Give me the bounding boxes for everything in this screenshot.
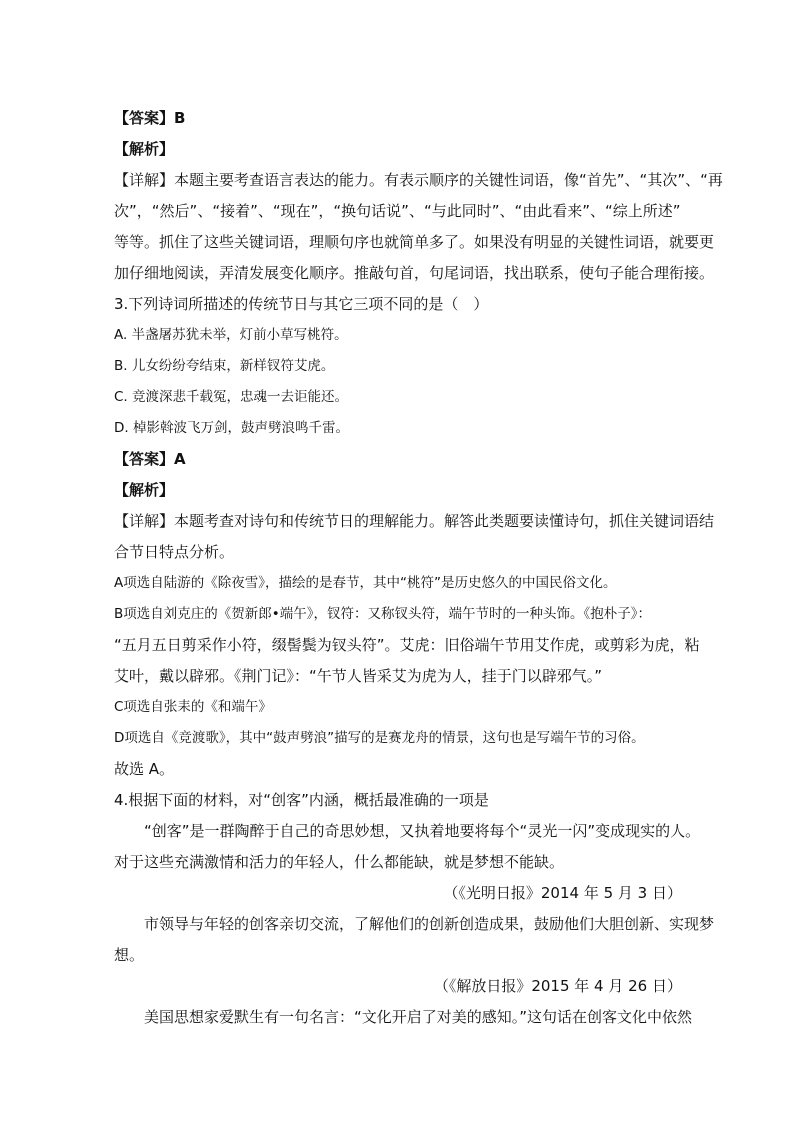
analysis-label-3: 【解析】 — [114, 481, 175, 499]
detail-line-2-3: 等等。抓住了这些关键词语，理顺句序也就简单多了。如果没有明显的关键性词语，就要更 — [114, 233, 715, 251]
option-b: B. 儿女纷纷夸结束，新样钗符艾虎。 — [114, 358, 335, 374]
explain-c: C项选自张耒的《和端午》 — [114, 699, 272, 715]
choose-answer: 故选 A。 — [114, 760, 175, 778]
detail-line-2-2: 次”，“然后”、“接着”、“现在”，“换句话说”、“与此同时”、“由此看来”、“综上所述” — [114, 202, 681, 220]
answer-label-2: 【答案】B — [114, 109, 186, 127]
option-a: A. 半盏屠苏犹未举，灯前小草写桃符。 — [114, 327, 348, 343]
material-1-line-1: “创客”是一群陶醉于自己的奇思妙想，又执着地要将每个“灵光一闪”变成现实的人。 — [144, 822, 701, 840]
answer-label-3: 【答案】A — [114, 450, 186, 468]
material-2-line-2: 想。 — [114, 946, 145, 964]
explain-b-1: B项选自刘克庄的《贺新郎•端午》，钗符：又称钗头符，端午节时的一种头饰。《抱朴子》： — [114, 606, 651, 622]
option-d: D. 棹影斡波飞万剑，鼓声劈浪鸣千雷。 — [114, 420, 349, 436]
material-2-source: （《解放日报》2015 年 4 月 26 日） — [433, 977, 682, 995]
detail-line-2-1: 【详解】本题主要考查语言表达的能力。有表示顺序的关键性词语，像“首先”、“其次”、“再 — [114, 171, 723, 189]
option-c: C. 竞渡深悲千载冤，忠魂一去讵能还。 — [114, 389, 349, 405]
question-4: 4.根据下面的材料，对“创客”内涵，概括最准确的一项是 — [114, 791, 489, 809]
explain-b-3: 艾叶，戴以辟邪。《荆门记》：“午节人皆采艾为虎为人，挂于门以辟邪气。” — [114, 667, 603, 685]
material-3-line-1: 美国思想家爱默生有一句名言：“文化开启了对美的感知。”这句话在创客文化中依然 — [144, 1008, 693, 1026]
explain-b-2: “五月五日剪采作小符，缀髻鬓为钗头符”。艾虎：旧俗端午节用艾作虎，或剪彩为虎，粘 — [114, 636, 700, 654]
material-2-line-1: 市领导与年轻的创客亲切交流，了解他们的创新创造成果，鼓励他们大胆创新、实现梦 — [144, 915, 715, 933]
detail-line-3-1: 【详解】本题考查对诗句和传统节日的理解能力。解答此类题要读懂诗句，抓住关键词语结 — [114, 512, 715, 530]
material-1-line-2: 对于这些充满激情和活力的年轻人，什么都能缺，就是梦想不能缺。 — [114, 853, 565, 871]
detail-line-2-4: 加仔细地阅读，弄清发展变化顺序。推敲句首，句尾词语，找出联系，使句子能合理衔接。 — [114, 264, 715, 282]
explain-d: D项选自《竞渡歌》，其中“鼓声劈浪”描写的是赛龙舟的情景，这句也是写端午节的习俗。 — [114, 730, 645, 746]
material-1-source: （《光明日报》2014 年 5 月 3 日） — [443, 884, 682, 902]
detail-line-3-2: 合节日特点分析。 — [114, 543, 235, 561]
question-3: 3.下列诗词所描述的传统节日与其它三项不同的是（ ） — [114, 295, 489, 313]
explain-a: A项选自陆游的《除夜雪》，描绘的是春节，其中“桃符”是历史悠久的中国民俗文化。 — [114, 575, 617, 591]
analysis-label-2: 【解析】 — [114, 140, 175, 158]
